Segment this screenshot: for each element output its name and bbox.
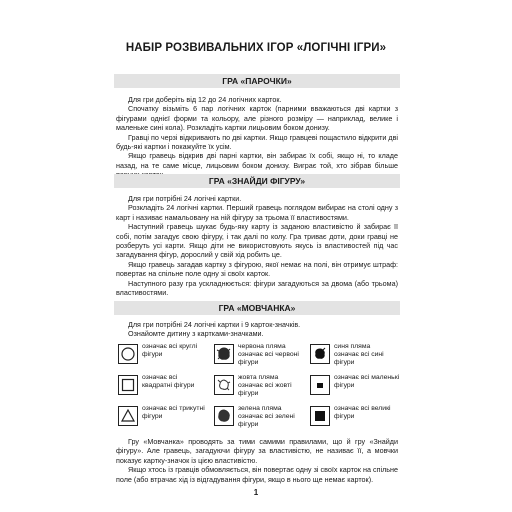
paragraph: Гравці по черзі відкривають по дві картки. Якщо гравцеві пощастило відкрити дві будь-які картки і покажуйте їх усім. (116, 132, 398, 152)
paragraph: Для гри потрібні 24 логічні картки. (128, 194, 242, 203)
triangle-sign-icon (118, 406, 138, 426)
blue-blot-icon (310, 344, 330, 364)
section-rules-movchanka (116, 437, 398, 484)
legend-red: червона пляма означає всі червоні фігури (214, 343, 306, 373)
large-sign-icon (310, 406, 330, 426)
section-body-parochky (116, 95, 398, 180)
green-blot-icon (214, 406, 234, 426)
legend-round: означає всі круглі фігури (118, 343, 210, 373)
legend-small: означає всі маленькі фігури (310, 374, 402, 404)
paragraph: Для гри доберіть від 12 до 24 логічних карток. (128, 95, 282, 104)
legend-square: означає всі квадратні фігури (118, 374, 210, 404)
paragraph: Наступний гравець шукає будь-яку карту із заданою властивістю й забирає її собі, потім загадує свою фігуру, і так далі по колу. Гра триває доти, доки гравці не розберуть усі карти. Якщо діти не використовують якусь із властивостей під час загадування фігур, дорослий у свій хід робить це. (116, 222, 398, 260)
page-number: 1 (253, 488, 259, 497)
paragraph: Спочатку візьміть 6 пар логічних карток (парними вважаються дві картки з фігурами однієї форми та кольору, але різного розміру — наприклад, велике і маленьке сині кола). Розкладіть картки лицьовим боком донизу. (116, 104, 398, 133)
page-title: НАБІР РОЗВИВАЛЬНИХ ІГОР «ЛОГІЧНІ ІГРИ» (125, 42, 387, 54)
section-body-znaidy-fihuru (116, 194, 398, 297)
paragraph: Якщо гравець відкрив дві парні картки, він забирає їх собі, якщо ні, то кладе назад, на те саме місце, лицьовим боком донизу. Виграє той, хто зібрав більше (116, 151, 398, 170)
paragraph: Якщо гравець загадав картку з фігурою, якої немає на полі, він отримує штраф: повертає на спільне поле одну зі своїх карток. (116, 259, 398, 279)
red-blot-icon (214, 344, 234, 364)
legend-large: означає всі великі фігури (310, 405, 402, 435)
section-heading-znaidy-fihuru: ГРА «ЗНАЙДИ ФІГУРУ» (114, 174, 400, 188)
paragraph: Наступного разу гра ускладнюється: фігури загадуються за двома (або трьома) властивостями. (116, 278, 398, 298)
paragraph: Гру «Мовчанка» проводять за тими самими правилами, що й гру «Знайди фігуру». Але гравець, загадуючи фігуру за властивістю, не називає її, а мовчки показує картку-значок із цією властивістю. (116, 437, 398, 465)
paragraph: Для гри потрібні 24 логічні картки і 9 карток-значків. (128, 320, 301, 329)
paragraph: Розкладіть 24 логічні картки. Перший гравець поглядом вибирає на столі одну з карт і називає намальовану на ній фігуру за трьома її властивостями. (116, 203, 398, 222)
legend-green: зелена пляма означає всі зелені фігури (214, 405, 306, 435)
legend-blue: синя пляма означає всі сині фігури (310, 343, 402, 373)
legend-yellow: жовта пляма означає всі жовті фігури (214, 374, 306, 404)
square-sign-icon (118, 375, 138, 395)
yellow-blot-icon (214, 375, 234, 395)
paragraph: Якщо хтось із гравців обмовляється, він повертає одну зі своїх карток на спільне поле (або втрачає хід із відгадування фігури, якщо в нього ще немає карток). (116, 465, 398, 484)
section-heading-parochky: ГРА «ПАРОЧКИ» (114, 74, 400, 88)
section-intro-movchanka (116, 320, 398, 339)
circle-sign-icon (118, 344, 138, 364)
small-sign-icon (310, 375, 330, 395)
legend-triangle: означає всі трикутні фігури (118, 405, 210, 435)
section-heading-movchanka: ГРА «МОВЧАНКА» (114, 301, 400, 315)
paragraph: Ознайомте дитину з картками-значками. (128, 329, 264, 339)
